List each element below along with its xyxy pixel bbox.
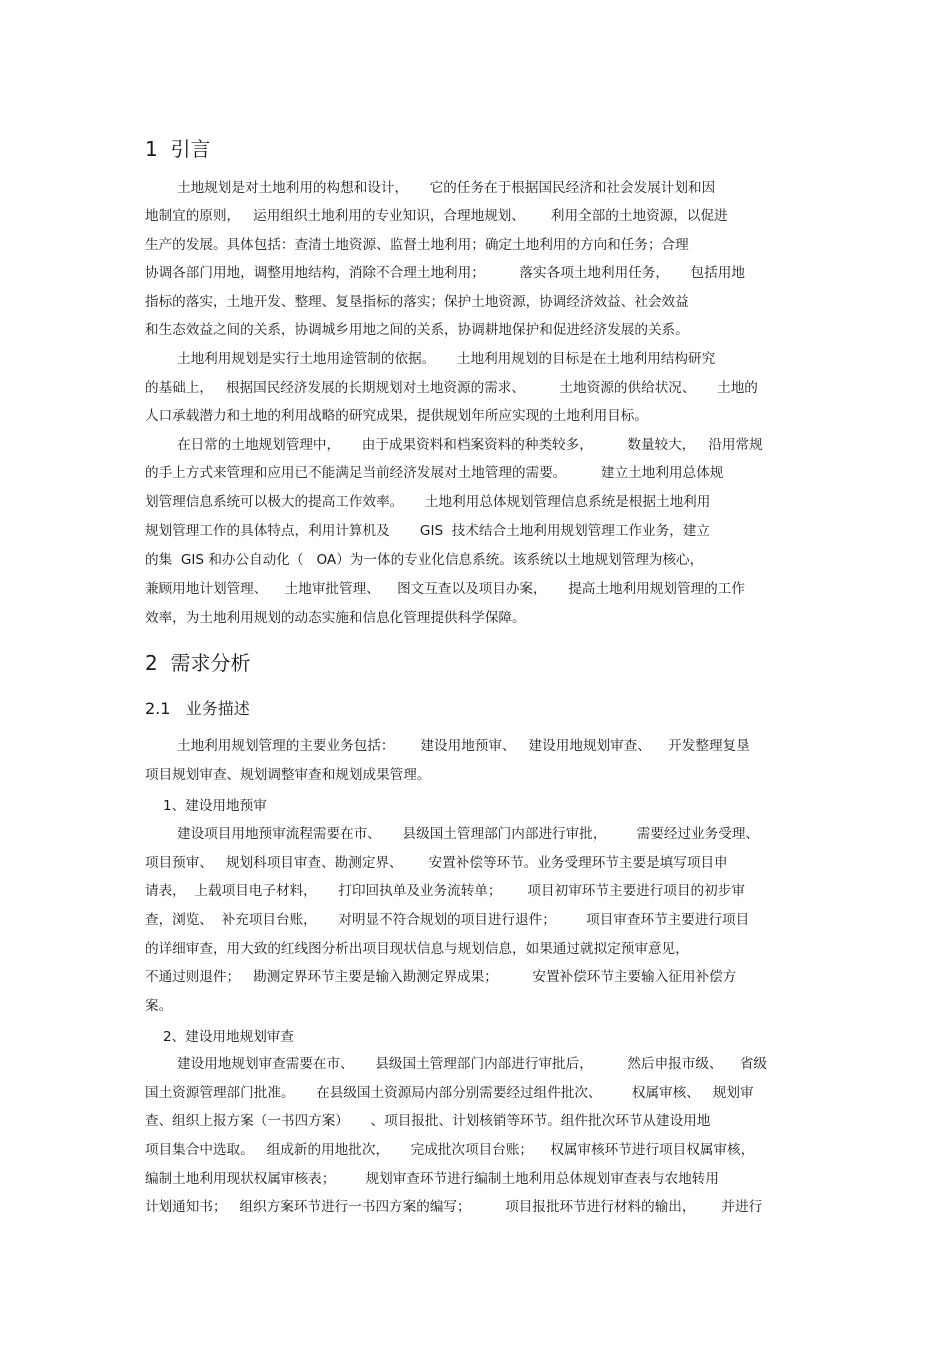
paragraph-line: 土地规划是对土地利用的构想和设计， 它的任务在于根据国民经济和社会发展计划和因 xyxy=(177,180,716,196)
paragraph-line: 项目规划审查、规划调整审查和规划成果管理。 xyxy=(145,767,431,783)
paragraph-line: 划管理信息系统可以极大的提高工作效率。 土地利用总体规划管理信息系统是根据土地利用 xyxy=(145,494,711,510)
paragraph-line: 土地利用规划是实行土地用途管制的依据。 土地利用规划的目标是在土地利用结构研究 xyxy=(177,351,716,367)
paragraph-line: 查，浏览、 补充项目台账， 对明显不符合规划的项目进行退件； 项目审查环节主要进行项目 xyxy=(145,912,750,928)
paragraph-line: 和生态效益之间的关系，协调城乡用地之间的关系，协调耕地保护和促进经济发展的关系。 xyxy=(145,322,689,338)
paragraph-line: 查、组织上报方案（一书四方案） 、项目报批、计划核销等环节。组件批次环节从建设用地 xyxy=(145,1113,711,1129)
paragraph-line: 指标的落实，土地开发、整理、复垦指标的落实；保护土地资源，协调经济效益、社会效益 xyxy=(145,294,689,310)
paragraph-line: 地制宜的原则， 运用组织土地利用的专业知识，合理地规划、 利用全部的土地资源，以促进 xyxy=(145,208,728,224)
paragraph-line: 效率，为土地利用规划的动态实施和信息化管理提供科学保障。 xyxy=(145,610,526,626)
section-2-heading: 2 需求分析 xyxy=(145,651,251,675)
paragraph-line: 生产的发展。具体包括：查清土地资源、监督土地利用；确定土地利用的方向和任务；合理 xyxy=(145,237,689,253)
paragraph-line: 的手上方式来管理和应用已不能满足当前经济发展对土地管理的需要。 建立土地利用总体规 xyxy=(145,465,724,481)
list-item-heading: 1、建设用地预审 xyxy=(163,798,267,814)
paragraph-line: 建设用地规划审查需要在市、 县级国土管理部门内部进行审批后， 然后申报市级、 省级 xyxy=(177,1056,768,1072)
paragraph-line: 国土资源管理部门批准。 在县级国土资源局内部分别需要经过组件批次、 权属审核、 规划审 xyxy=(145,1085,754,1101)
paragraph-line: 的详细审查，用大致的红线图分析出项目现状信息与规划信息，如果通过就拟定预审意见， xyxy=(145,941,689,957)
section-2-1-heading: 2.1 业务描述 xyxy=(145,699,250,718)
paragraph-line: 计划通知书； 组织方案环节进行一书四方案的编写； 项目报批环节进行材料的输出， 并进行 xyxy=(145,1199,763,1215)
list-item-heading: 2、建设用地规划审查 xyxy=(163,1029,294,1045)
paragraph-line: 兼顾用地计划管理、 土地审批管理、 图文互查以及项目办案， 提高土地利用规划管理的工作 xyxy=(145,581,745,597)
paragraph-line: 的集 GIS 和办公自动化（ OA）为一体的专业化信息系统。该系统以土地规划管理为核心， xyxy=(145,552,704,568)
paragraph-line: 案。 xyxy=(145,998,173,1014)
paragraph-line: 不通过则退件； 勘测定界环节主要是输入勘测定界成果； 安置补偿环节主要输入征用补偿方 xyxy=(145,969,737,985)
paragraph-line: 土地利用规划管理的主要业务包括： 建设用地预审、 建设用地规划审查、 开发整理复垦 xyxy=(177,738,750,754)
paragraph-line: 请表， 上载项目电子材料， 打印回执单及业务流转单； 项目初审环节主要进行项目的初步审 xyxy=(145,883,745,899)
paragraph-line: 规划管理工作的具体特点，利用计算机及 GIS 技术结合土地利用规划管理工作业务，建立 xyxy=(145,523,711,539)
paragraph-line: 的基础上， 根据国民经济发展的长期规划对土地资源的需求、 土地资源的供给状况、 土地的 xyxy=(145,380,758,396)
paragraph-line: 项目预审、 规划科项目审查、勘测定界、 安置补偿等环节。业务受理环节主要是填写项目申 xyxy=(145,855,728,871)
paragraph-line: 建设项目用地预审流程需要在市、 县级国土管理部门内部进行审批， 需要经过业务受理、 xyxy=(177,826,760,842)
section-1-heading: 1 引言 xyxy=(145,137,211,161)
paragraph-line: 人口承载潜力和土地的利用战略的研究成果，提供规划年所应实现的土地利用目标。 xyxy=(145,408,648,424)
paragraph-line: 项目集合中选取。 组成新的用地批次， 完成批次项目台账； 权属审核环节进行项目权属审核， xyxy=(145,1142,755,1158)
paragraph-line: 协调各部门用地，调整用地结构，消除不合理土地利用； 落实各项土地利用任务， 包括用地 xyxy=(145,265,745,281)
paragraph-line: 在日常的土地规划管理中， 由于成果资料和档案资料的种类较多， 数量较大， 沿用常规 xyxy=(177,437,763,453)
paragraph-line: 编制土地利用现状权属审核表； 规划审查环节进行编制土地利用总体规划审查表与农地转用 xyxy=(145,1171,719,1187)
